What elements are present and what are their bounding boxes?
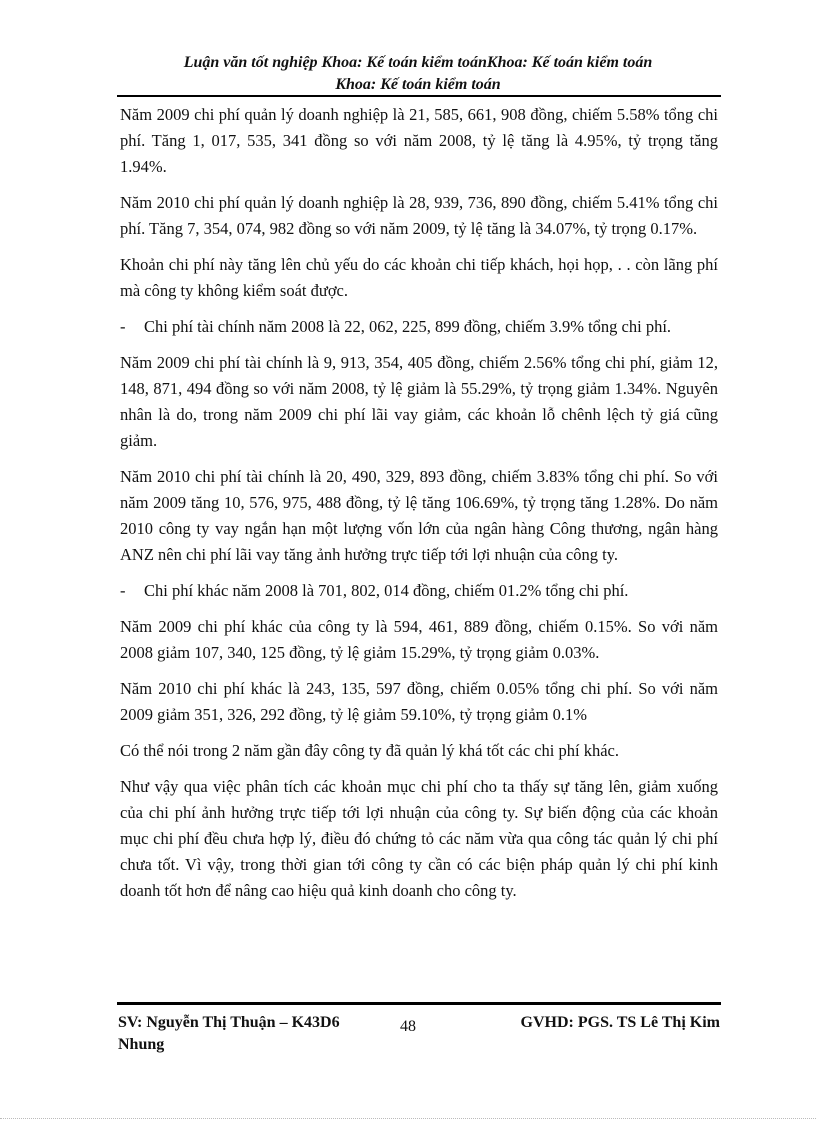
- paragraph-text: Năm 2010 chi phí khác là 243, 135, 597 đồng, chiếm 0.05% tổng chi phí. So với năm 2009 giảm 351, 326, 292 đồng, tỷ lệ giảm 59.10%, tỷ trọng giảm 0.1%: [120, 679, 718, 724]
- paragraph-text: Năm 2009 chi phí tài chính là 9, 913, 354, 405 đồng, chiếm 2.56% tổng chi phí, giảm 12, 148, 871, 494 đồng so với năm 2008, tỷ lệ giảm là 55.29%, tỷ trọng giảm 1.34%. Nguyên nhân là do, trong năm 2009 chi phí lãi vay giảm, các khoản lỗ chênh lệch tỷ giá cũng giảm.: [120, 353, 718, 450]
- paragraph: [120, 464, 718, 568]
- paragraph-text: Như vậy qua việc phân tích các khoản mục chi phí cho ta thấy sự tăng lên, giảm xuống của chi phí ảnh hưởng trực tiếp tới lợi nhuận của công ty. Sự biến động của các khoản mục chi phí đều chưa hợp lý, điều đó chứng tỏ các năm vừa qua công tác quản lý chi phí chưa tốt. Vì vậy, trong thời gian tới công ty cần có các biện pháp quản lý chi phí kinh doanh tốt hơn để nâng cao hiệu quả kinh doanh cho công ty.: [120, 777, 718, 900]
- footer-advisor-continued: Nhung: [118, 1036, 165, 1053]
- paragraph: [120, 252, 718, 304]
- paragraph-text: Năm 2010 chi phí tài chính là 20, 490, 329, 893 đồng, chiếm 3.83% tổng chi phí. So với năm 2009 tăng 10, 576, 975, 488 đồng, tỷ lệ tăng 106.69%, tỷ trọng tăng 1.28%. Do năm 2010 công ty vay ngắn hạn một lượng vốn lớn của ngân hàng Công thương, ngân hàng ANZ nên chi phí lãi vay tăng ảnh hưởng trực tiếp tới lợi nhuận của công ty.: [120, 467, 718, 564]
- header-line-1: Luận văn tốt nghiệp Khoa: Kế toán kiểm toánKhoa: Kế toán kiểm toán: [183, 54, 653, 71]
- paragraph: [120, 614, 718, 666]
- paragraph-text: Chi phí tài chính năm 2008 là 22, 062, 225, 899 đồng, chiếm 3.9% tổng chi phí.: [144, 317, 672, 336]
- page-number: 48: [400, 1018, 416, 1035]
- paragraph-text: Có thể nói trong 2 năm gần đây công ty đã quản lý khá tốt các chi phí khác.: [120, 741, 619, 760]
- header-rule: [117, 95, 721, 97]
- paragraph-text: Năm 2009 chi phí quản lý doanh nghiệp là 21, 585, 661, 908 đồng, chiếm 5.58% tổng chi phí. Tăng 1, 017, 535, 341 đồng so với năm 2008, tỷ lệ tăng là 4.95%, tỷ trọng tăng 1.94%.: [120, 105, 718, 176]
- page-header: [118, 52, 718, 96]
- paragraph: [120, 102, 718, 180]
- footer-advisor: GVHD: PGS. TS Lê Thị Kim: [520, 1014, 720, 1031]
- paragraph-text: Khoản chi phí này tăng lên chủ yếu do các khoản chi tiếp khách, họi họp, . . còn lãng phí mà công ty không kiểm soát được.: [120, 255, 718, 300]
- bullet-marker: -: [120, 317, 126, 336]
- paragraph: [120, 676, 718, 728]
- body-text: [120, 102, 718, 914]
- paragraph-text: Chi phí khác năm 2008 là 701, 802, 014 đồng, chiếm 01.2% tổng chi phí.: [144, 581, 629, 600]
- footer-rule: [117, 1002, 721, 1005]
- header-line-2: Khoa: Kế toán kiểm toán: [335, 76, 501, 93]
- footer-student: [118, 1012, 388, 1056]
- footer-student-line: SV: Nguyễn Thị Thuận – K43D6: [118, 1014, 340, 1031]
- paragraph-text: Năm 2009 chi phí khác của công ty là 594, 461, 889 đồng, chiếm 0.15%. So với năm 2008 giảm 107, 340, 125 đồng, tỷ lệ giảm 15.29%, tỷ trọng giảm 0.03%.: [120, 617, 718, 662]
- bullet-paragraph: [120, 578, 718, 604]
- bullet-marker: -: [120, 581, 126, 600]
- bullet-paragraph: [120, 314, 718, 340]
- paragraph-text: Năm 2010 chi phí quản lý doanh nghiệp là 28, 939, 736, 890 đồng, chiếm 5.41% tổng chi phí. Tăng 7, 354, 074, 982 đồng so với năm 2009, tỷ lệ tăng là 34.07%, tỷ trọng 0.17%.: [120, 193, 718, 238]
- paragraph: [120, 350, 718, 454]
- paragraph: [120, 738, 718, 764]
- page-edge: [0, 1118, 816, 1119]
- paragraph: [120, 774, 718, 904]
- paragraph: [120, 190, 718, 242]
